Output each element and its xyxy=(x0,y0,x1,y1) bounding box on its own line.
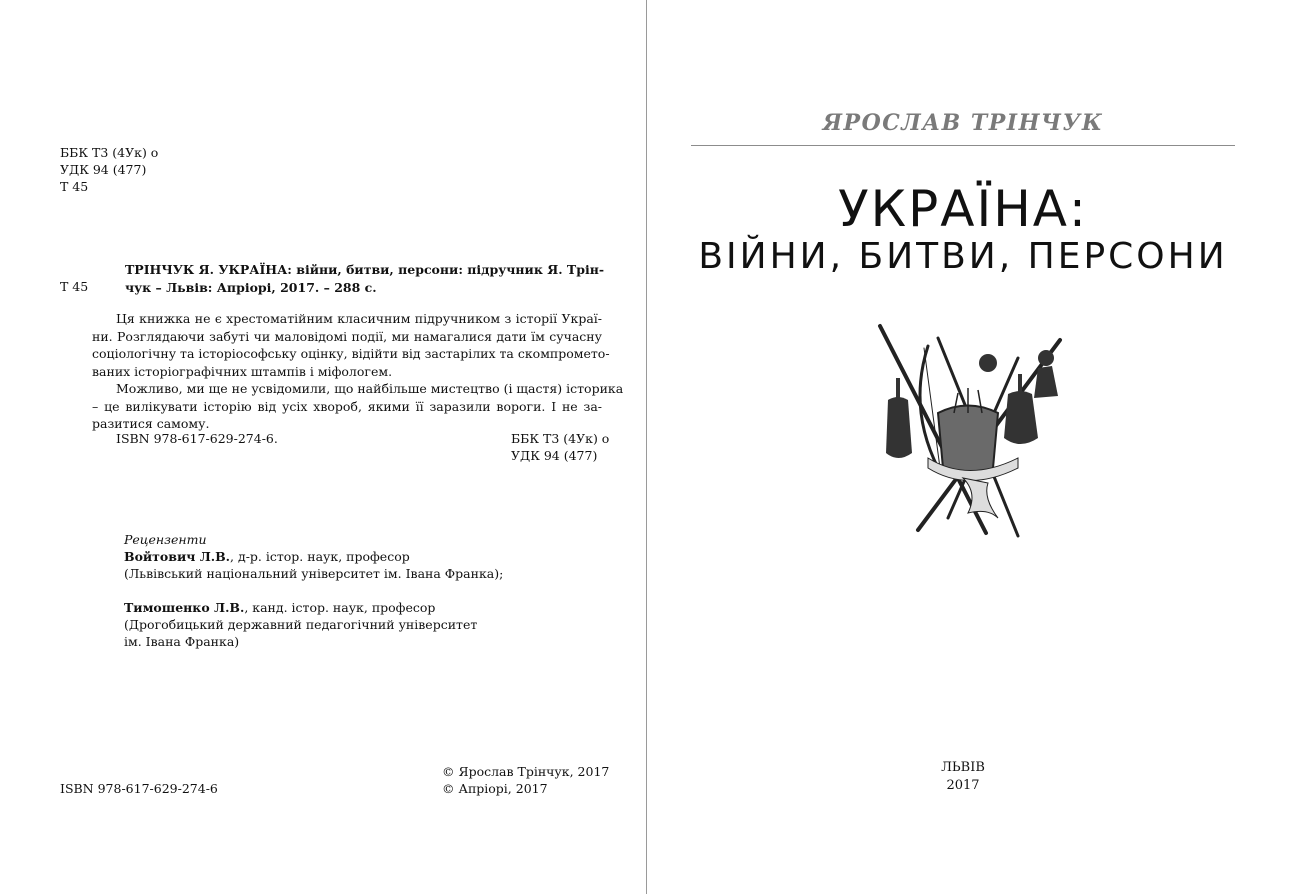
bib-line: ТРІНЧУК Я. УКРАЇНА: війни, битви, персони: підручник Я. Трін- xyxy=(125,262,605,277)
udk-inline: УДК 94 (477) xyxy=(511,448,598,463)
bib-line: чук – Львів: Апріорі, 2017. – 288 с. xyxy=(125,279,377,295)
isbn-inline: ISBN 978-617-629-274-6. xyxy=(116,431,278,446)
annotation xyxy=(92,310,624,433)
annotation-line: ваних історіографічних штампів і міфологем. xyxy=(92,363,393,379)
annotation-line: Можливо, ми ще не усвідомили, що найбільше мистецтво (і щастя) історика xyxy=(116,381,624,396)
imprint-page xyxy=(0,0,646,894)
reviewer-degree: , канд. істор. наук, професор xyxy=(244,600,436,615)
reviewer-degree: , д-р. істор. наук, професор xyxy=(230,549,410,564)
author-sign: Т 45 xyxy=(60,179,89,194)
copyright-publisher: © Апріорі, 2017 xyxy=(442,781,548,796)
reviewer-2 xyxy=(124,599,435,616)
copyright-author: © Ярослав Трінчук, 2017 xyxy=(442,764,610,779)
annotation-line: соціологічну та історіософську оцінку, відійти від застарілих та скомпромето- xyxy=(92,346,610,361)
publication-city: ЛЬВІВ xyxy=(941,760,985,775)
book-title: УКРАЇНА: xyxy=(838,180,1088,238)
reviewer-name: Войтович Л.В. xyxy=(124,549,231,564)
bbk-code: ББК Т3 (4Ук) о xyxy=(60,145,159,160)
reviewers-heading: Рецензенти xyxy=(124,532,207,547)
author-divider xyxy=(691,145,1235,146)
call-number: Т 45 xyxy=(60,279,89,294)
reviewer-affiliation: (Львівський національний університет ім. Івана Франка); xyxy=(124,566,504,581)
udk-code: УДК 94 (477) xyxy=(60,162,147,177)
title-page xyxy=(648,0,1294,894)
isbn-footer: ISBN 978-617-629-274-6 xyxy=(60,781,218,796)
author-name: ЯРОСЛАВ ТРІНЧУК xyxy=(822,110,1104,136)
bbk-inline: ББК Т3 (4Ук) о xyxy=(511,431,610,446)
book-subtitle: ВІЙНИ, БИТВИ, ПЕРСОНИ xyxy=(698,236,1228,277)
reviewer-name: Тимошенко Л.В. xyxy=(124,600,245,615)
reviewer-affiliation: (Дрогобицький державний педагогічний університет xyxy=(124,617,478,632)
annotation-line: Ця книжка не є хрестоматійним класичним підручником з історії Украї- xyxy=(116,311,602,326)
cossack-regalia-emblem-icon xyxy=(868,318,1068,548)
book-spine-divider xyxy=(646,0,647,894)
annotation-line: разитися самому. xyxy=(92,416,210,431)
annotation-line: – це вилікувати історію від усіх хвороб, якими її заразили вороги. І не за- xyxy=(92,398,602,414)
annotation-line: ни. Розглядаючи забуті чи маловідомі події, ми намагалися дати їм сучасну xyxy=(92,328,602,344)
bibliographic-entry xyxy=(125,261,605,296)
reviewer-affiliation: ім. Івана Франка) xyxy=(124,634,240,649)
reviewer-1 xyxy=(124,548,410,565)
publication-year: 2017 xyxy=(946,778,980,793)
